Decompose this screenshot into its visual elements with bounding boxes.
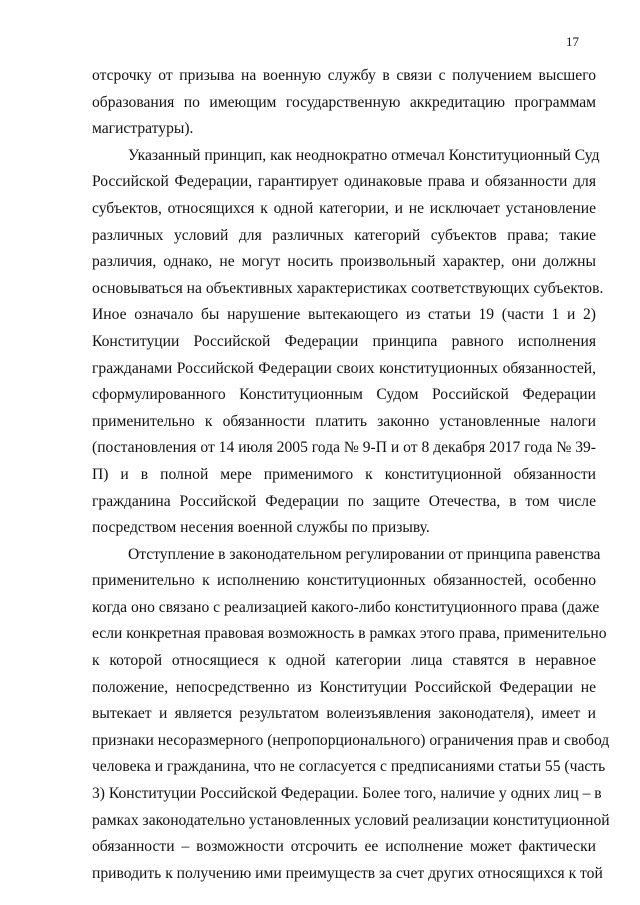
page-number: 17 — [566, 34, 579, 49]
paragraph-line: основываться на объективных характеристиках соответствующих субъектов. — [92, 279, 604, 297]
paragraph-line: применительно к обязанности платить законно установленные налоги — [92, 412, 596, 430]
paragraph-line: приводить к получению ими преимуществ за счет других относящихся к той — [92, 864, 603, 882]
paragraph-line: человека и гражданина, что не согласуется с предписаниями статьи 55 (часть — [92, 758, 606, 776]
paragraph-line: обязанности – возможности отсрочить ее исполнение может фактически — [92, 838, 596, 856]
paragraph-line: Иное означало бы нарушение вытекающего из статьи 19 (части 1 и 2) — [92, 306, 596, 324]
paragraph-2 — [92, 143, 604, 542]
paragraph-line: магистратуры). — [92, 120, 194, 138]
paragraph-1 — [92, 63, 596, 143]
paragraph-line: Конституции Российской Федерации принципа равного исполнения — [92, 332, 596, 350]
document-body — [92, 63, 610, 887]
paragraph-line: рамках законодательно установленных условий реализации конституционной — [92, 811, 610, 829]
paragraph-line: субъектов, относящихся к одной категории, и не исключает установление — [92, 199, 596, 217]
paragraph-line: образования по имеющим государственную аккредитацию программам — [92, 93, 596, 111]
paragraph-3 — [92, 542, 610, 888]
paragraph-line: П) и в полной мере применимого к конституционной обязанности — [92, 465, 596, 483]
paragraph-line: гражданина Российской Федерации по защите Отечества, в том числе — [92, 492, 596, 510]
paragraph-line: признаки несоразмерного (непропорционального) ограничения прав и свобод — [92, 731, 610, 749]
paragraph-line: когда оно связано с реализацией какого-либо конституционного права (даже — [92, 598, 600, 616]
paragraph-line: положение, непосредственно из Конституции Российской Федерации не — [92, 678, 596, 696]
paragraph-line: к которой относящиеся к одной категории лица ставятся в неравное — [92, 652, 596, 670]
paragraph-line: различных условий для различных категорий субъектов права; такие — [92, 226, 596, 244]
paragraph-line: Отступление в законодательном регулировании от принципа равенства — [128, 545, 601, 563]
paragraph-line: применительно к исполнению конституционных обязанностей, особенно — [92, 572, 596, 590]
paragraph-line: 3) Конституции Российской Федерации. Более того, наличие у одних лиц – в — [92, 785, 602, 803]
paragraph-line: (постановления от 14 июля 2005 года № 9-П и от 8 декабря 2017 года № 39- — [92, 439, 596, 457]
paragraph-line: различия, однако, не могут носить произвольный характер, они должны — [92, 253, 596, 271]
paragraph-line: Указанный принцип, как неоднократно отмечал Конституционный Суд — [128, 146, 600, 164]
paragraph-line: отсрочку от призыва на военную службу в связи с получением высшего — [92, 67, 596, 84]
paragraph-line: если конкретная правовая возможность в рамках этого права, применительно — [92, 625, 607, 643]
paragraph-line: гражданами Российской Федерации своих конституционных обязанностей, — [92, 359, 596, 377]
paragraph-line: Российской Федерации, гарантирует одинаковые права и обязанности для — [92, 173, 596, 191]
paragraph-line: сформулированного Конституционным Судом Российской Федерации — [92, 386, 596, 404]
paragraph-line: вытекает и является результатом волеизъявления законодателя), имеет и — [92, 705, 596, 723]
paragraph-line: посредством несения военной службы по призыву. — [92, 519, 430, 537]
